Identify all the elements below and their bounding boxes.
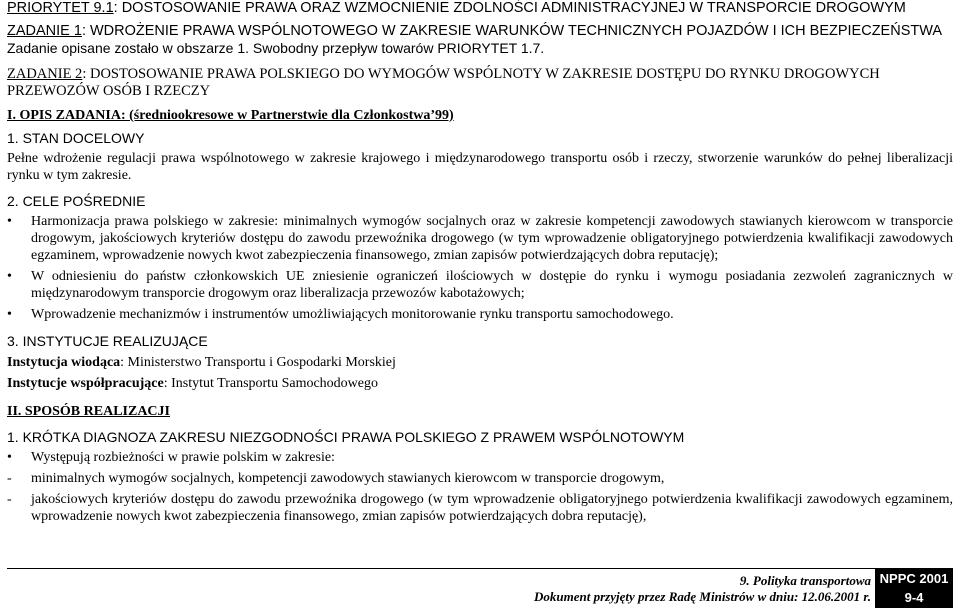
zadanie1-heading	[7, 23, 953, 40]
document-page	[7, 0, 953, 525]
cele-item: • Wprowadzenie mechanizmów i instrumentów umożliwiających monitorowanie rynku transportu samochodowego.	[7, 307, 674, 322]
cele-item: • Harmonizacja prawa polskiego w zakresie: minimalnych wymogów socjalnych oraz w zakresie kompetencji zawodowych stawianych kierowcom w transporcie drogowym, jakościowych kryteriów dostępu do zawodu przewoźnika drogowego (w tym wprowadzenie obligatoryjnego potwierdzenia kwalifikacji zawodowych egzaminem, wprowadzenie nowych kwot zabezpieczenia finansowego, zmian zapisów potwierdzających dobra reputację);	[7, 214, 953, 263]
badge-title: NPPC 2001	[879, 571, 949, 586]
instytucje-wspolpracujace: Instytucje współpracujące: Instytut Transportu Samochodowego	[7, 376, 378, 391]
priorytet-title: : DOSTOSOWANIE PRAWA ORAZ WZMOCNIENIE ZDOLNOŚCI ADMINISTRACYJNEJ W TRANSPORCIE DROGOWYM	[113, 0, 906, 16]
zadanie1-note: Zadanie opisane zostało w obszarze 1. Swobodny przepływ towarów PRIORYTET 1.7.	[7, 40, 545, 56]
zadanie1-title: : WDROŻENIE PRAWA WSPÓLNOTOWEGO W ZAKRESIE WARUNKÓW TECHNICZNYCH POJAZDÓW I ICH BEZPIECZEŃSTWA	[81, 23, 943, 39]
dash-icon: -	[7, 471, 12, 486]
bullet-icon: •	[7, 307, 12, 322]
zadanie2-title: : DOSTOSOWANIE PRAWA POLSKIEGO DO WYMOGÓW WSPÓLNOTY W ZAKRESIE DOSTĘPU DO RYNKU DROGOWYCH PRZEWOZÓW OSÓB I RZECZY	[7, 66, 880, 99]
priorytet-code: PRIORYTET 9.1	[7, 0, 114, 16]
footer-adoption-note: Dokument przyjęty przez Radę Ministrów w dniu: 12.06.2001 r.	[534, 589, 871, 604]
footer-chapter: 9. Polityka transportowa	[739, 573, 871, 588]
cele-item: • W odniesieniu do państw członkowskich UE zniesienie ograniczeń ilościowych w dostępie do rynku i wymogu posiadania zezwoleń zagranicznych w międzynarodowym transporcie drogowym oraz liberalizacja przewozów kabotażowych;	[7, 269, 953, 301]
bullet-icon: •	[7, 269, 12, 284]
dash-icon: -	[7, 492, 12, 507]
page-footer	[7, 568, 953, 608]
bullet-icon: •	[7, 214, 12, 229]
footer-divider	[7, 568, 875, 569]
zadanie2-code: ZADANIE 2	[7, 66, 83, 82]
instytucja-wiodaca: Instytucja wiodąca: Ministerstwo Transportu i Gospodarki Morskiej	[7, 355, 396, 370]
diagnoza-bullet: • Występują rozbieżności w prawie polskim w zakresie:	[7, 450, 335, 465]
stan-heading: 1. STAN DOCELOWY	[7, 130, 145, 146]
cele-list	[7, 213, 953, 323]
instytucje-heading: 3. INSTYTUCJE REALIZUJĄCE	[7, 333, 208, 349]
section1-title: I. OPIS ZADANIA: (średniookresowe w Partnerstwie dla Członkostwa’99)	[7, 108, 454, 123]
diagnoza-dash-item: - minimalnych wymogów socjalnych, kompetencji zawodowych stawianych kierowcom w transporcie drogowym,	[7, 471, 665, 486]
zadanie2-heading	[7, 66, 953, 100]
diagnoza-heading: 1. KRÓTKA DIAGNOZA ZAKRESU NIEZGODNOŚCI PRAWA POLSKIEGO Z PRAWEM WSPÓLNOTOWYM	[7, 429, 685, 445]
page-number: 9-4	[904, 590, 924, 605]
page-badge	[875, 568, 953, 608]
section2-title: II. SPOSÓB REALIZACJI	[7, 404, 170, 419]
zadanie1-code: ZADANIE 1	[7, 23, 82, 39]
priorytet-heading	[7, 0, 953, 17]
cele-heading: 2. CELE POŚREDNIE	[7, 193, 146, 209]
bullet-icon: •	[7, 450, 12, 465]
diagnoza-dash-item: - jakościowych kryteriów dostępu do zawodu przewoźnika drogowego (w tym wprowadzenie obligatoryjnego potwierdzenia kwalifikacji zawodowych egzaminem, wprowadzenie nowych kwot zabezpieczenia finansowego, zmian zapisów potwierdzających dobra reputację),	[7, 492, 953, 524]
stan-text: Pełne wdrożenie regulacji prawa wspólnotowego w zakresie krajowego i międzynarodowego transportu osób i rzeczy, stworzenie warunków do pełnej liberalizacji rynku w tym zakresie.	[7, 151, 953, 183]
